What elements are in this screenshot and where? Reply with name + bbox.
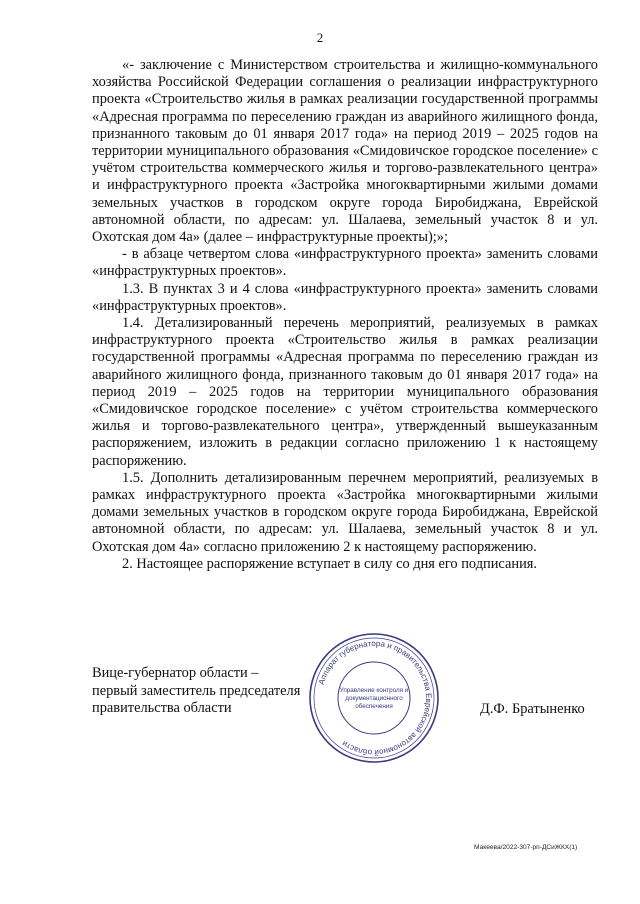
signature-position-line-1: Вице-губернатор области – bbox=[92, 665, 259, 681]
stamp-center-line-2: документационного bbox=[345, 695, 403, 702]
stamp-center-line-1: Управление контроля и bbox=[339, 687, 409, 694]
document-body bbox=[92, 57, 598, 573]
paragraph-1-3: 1.3. В пунктах 3 и 4 слова «инфраструктурного проекта» заменить словами «инфраструктурных проектов». bbox=[92, 280, 598, 314]
page-number: 2 bbox=[316, 30, 324, 45]
signer-name: Д.Ф. Братыненко bbox=[480, 701, 585, 717]
signature-position-line-2: первый заместитель председателя bbox=[92, 682, 301, 699]
stamp-ring-text-path: Аппарат губернатора и правительства Еврейской автономной области bbox=[316, 638, 434, 758]
signature-position-line-3: правительства области bbox=[92, 700, 232, 716]
document-reference-code: Макеева/2022-307-рп-ДСиЖКХ(1) bbox=[474, 844, 578, 851]
stamp-seal-icon bbox=[306, 630, 442, 766]
official-stamp bbox=[306, 630, 442, 766]
stamp-center-line-3: обеспечения bbox=[355, 703, 393, 710]
paragraph-fourth-abzac: - в абзаце четвертом слова «инфраструктурного проекта» заменить словами «инфраструктурных проектов». bbox=[92, 246, 598, 280]
paragraph-agreement-conclusion: «- заключение с Министерством строительства и жилищно-коммунального хозяйства Российской Федерации соглашения о реализации инфраструктурного проекта «Строительство жилья в рамках реализации государственной программы «Адресная программа по переселению граждан из аварийного жилищного фонда, признанного таковым до 01 января 2017 года» на период 2019 – 2025 годов на территории муниципального образования «Смидовичское городское поселение» с учётом строительства коммерческого жилья и торгово-развлекательного центра» и инфраструктурного проекта «Застройка многоквартирными жилыми домами земельных участков в городском округе города Биробиджана, Еврейской автономной области, по адресам: ул. Шалаева, земельный участок 8 и ул. Охотская дом 4а» (далее – инфраструктурные проекты);»; bbox=[92, 57, 598, 246]
signature-position-block bbox=[92, 665, 300, 718]
paragraph-1-4: 1.4. Детализированный перечень мероприятий, реализуемых в рамках инфраструктурного проекта «Строительство жилья в рамках реализации государственной программы «Адресная программа по переселению граждан из аварийного жилищного фонда, признанного таковым до 01 января 2017 года» на период 2019 – 2025 годов на территории муниципального образования «Смидовичское городское поселение» с учётом строительства коммерческого жилья и торгово-развлекательного центра», утвержденный вышеуказанным распоряжением, изложить в редакции согласно приложению 1 к настоящему распоряжению. bbox=[92, 315, 598, 469]
paragraph-2: 2. Настоящее распоряжение вступает в силу со дня его подписания. bbox=[122, 555, 537, 572]
paragraph-1-5: 1.5. Дополнить детализированным перечнем мероприятий, реализуемых в рамках инфраструктурного проекта «Застройка многоквартирными жилыми домами земельных участков в городском округе города Биробиджана, Еврейской автономной области, по адресам: ул. Шалаева, земельный участок 8 и ул. Охотская дом 4а» согласно приложению 2 к настоящему распоряжению. bbox=[92, 469, 598, 555]
